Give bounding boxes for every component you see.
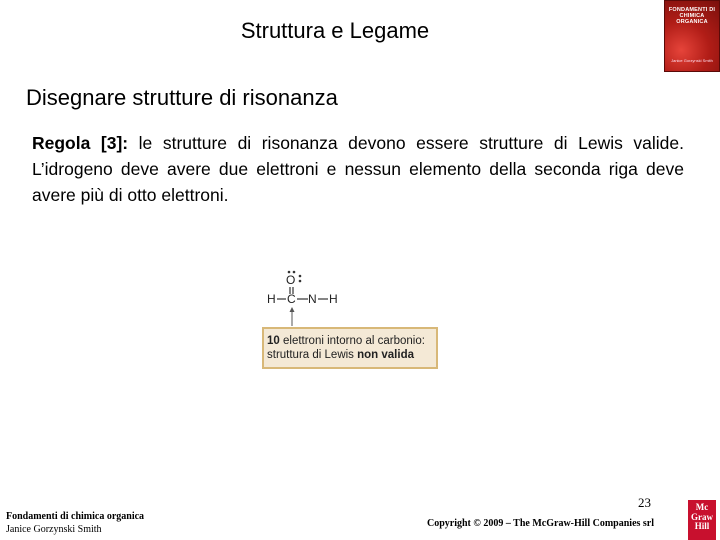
slide-title: Struttura e Legame	[240, 18, 430, 43]
caption-line-2	[267, 348, 436, 362]
logo-line: Mc	[695, 502, 709, 512]
footer-book-title: Fondamenti di chimica organica	[6, 511, 145, 522]
figure-caption-box	[262, 327, 438, 369]
logo-line: Graw	[691, 511, 713, 522]
caption-emphasis: non valida	[357, 349, 414, 361]
rule-text: le strutture di risonanza devono essere strutture di Lewis valide. L’idrogeno deve avere due elettroni e nessun elemento della seconda riga deve avere più di otto elettroni.	[32, 133, 684, 205]
book-cover-title: FONDAMENTI DI CHIMICA ORGANICA	[668, 7, 716, 25]
logo-line: Hill	[694, 521, 710, 531]
caption-line-1	[267, 334, 436, 348]
pointer-arrow-head	[290, 307, 295, 312]
rule-label: Regola [3]:	[32, 133, 129, 153]
caption-text: elettroni intorno al carbonio:	[279, 335, 425, 347]
atom-hydrogen-left: H	[267, 292, 276, 306]
book-cover-author: Janice Gorzynski Smith	[671, 58, 713, 63]
atom-hydrogen-right: H	[329, 292, 338, 306]
slide-subtitle: Disegnare strutture di risonanza	[26, 85, 338, 110]
caption-text-2: struttura di Lewis	[267, 349, 358, 361]
atom-nitrogen: N	[308, 292, 317, 306]
lone-pair-dot	[299, 275, 302, 278]
footer-author: Janice Gorzynski Smith	[6, 524, 102, 535]
atom-oxygen: O	[286, 273, 296, 287]
mcgraw-hill-logo	[688, 500, 716, 540]
copyright-text: Copyright © 2009 – The McGraw-Hill Companies srl	[427, 518, 655, 529]
caption-number: 10	[267, 335, 280, 347]
rule-paragraph	[32, 130, 684, 208]
lone-pair-dot	[299, 280, 302, 283]
book-cover-image	[664, 0, 720, 72]
atom-carbon: C	[287, 292, 296, 306]
page-number: 23	[638, 495, 651, 510]
footer-book-info	[6, 510, 144, 536]
